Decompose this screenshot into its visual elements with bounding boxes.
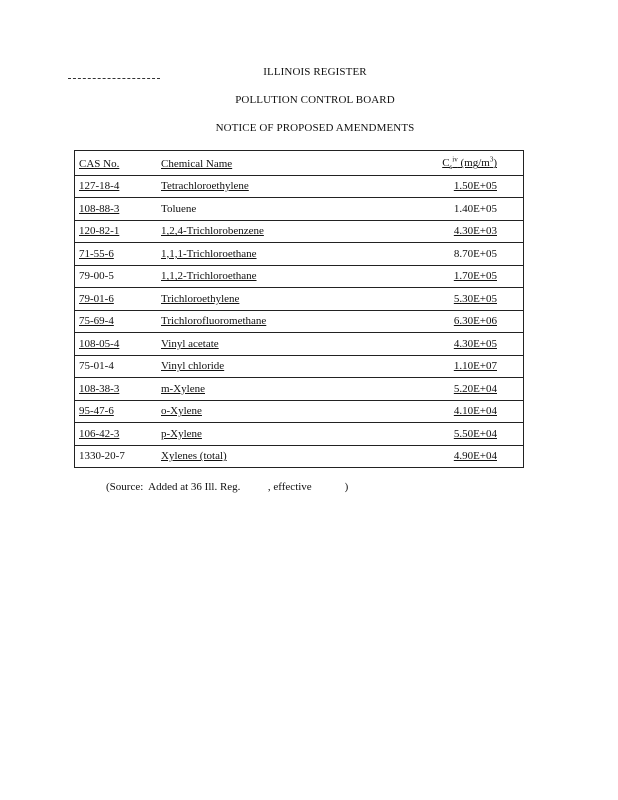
concentration-value: 5.20E+04 bbox=[425, 378, 524, 401]
table-row bbox=[75, 243, 524, 266]
scan-artifact-line bbox=[68, 78, 160, 79]
register-title: ILLINOIS REGISTER bbox=[263, 66, 367, 78]
cas-number: 79-01-6 bbox=[75, 288, 158, 311]
chemical-name: 1,1,2-Trichloroethane bbox=[157, 265, 425, 288]
cas-number: 79-00-5 bbox=[75, 265, 158, 288]
source-note: (Source: Added at 36 Ill. Reg. , effective ) bbox=[106, 481, 349, 493]
cas-number: 1330-20-7 bbox=[75, 445, 158, 468]
board-title: POLLUTION CONTROL BOARD bbox=[235, 94, 395, 106]
chemical-name: Vinyl chloride bbox=[157, 355, 425, 378]
table-row bbox=[75, 355, 524, 378]
column-header-value: $C_s^{iv}$ $(mg/m^3)$ bbox=[425, 151, 524, 176]
column-header-cas: CAS No. bbox=[75, 151, 158, 176]
chemical-name: o-Xylene bbox=[157, 400, 425, 423]
concentration-value: 4.30E+03 bbox=[425, 220, 524, 243]
concentration-value: 5.50E+04 bbox=[425, 423, 524, 446]
concentration-value: 4.90E+04 bbox=[425, 445, 524, 468]
cas-number: 108-05-4 bbox=[75, 333, 158, 356]
concentration-value: 6.30E+06 bbox=[425, 310, 524, 333]
chemical-name: Trichloroethylene bbox=[157, 288, 425, 311]
table-row bbox=[75, 445, 524, 468]
chemical-name: m-Xylene bbox=[157, 378, 425, 401]
cas-number: 108-38-3 bbox=[75, 378, 158, 401]
chemical-name: 1,2,4-Trichlorobenzene bbox=[157, 220, 425, 243]
table-row bbox=[75, 198, 524, 221]
cas-number: 108-88-3 bbox=[75, 198, 158, 221]
concentration-value: 1.70E+05 bbox=[425, 265, 524, 288]
concentration-value: 5.30E+05 bbox=[425, 288, 524, 311]
table-row bbox=[75, 175, 524, 198]
table-row bbox=[75, 220, 524, 243]
cas-number: 106-42-3 bbox=[75, 423, 158, 446]
concentration-value: 8.70E+05 bbox=[425, 243, 524, 266]
chemical-name: Tetrachloroethylene bbox=[157, 175, 425, 198]
concentration-value: 1.50E+05 bbox=[425, 175, 524, 198]
table-row bbox=[75, 265, 524, 288]
cas-number: 127-18-4 bbox=[75, 175, 158, 198]
concentration-value: 1.10E+07 bbox=[425, 355, 524, 378]
cas-number: 95-47-6 bbox=[75, 400, 158, 423]
table-row bbox=[75, 400, 524, 423]
chemical-name: 1,1,1-Trichloroethane bbox=[157, 243, 425, 266]
chemical-name: p-Xylene bbox=[157, 423, 425, 446]
chemical-name: Trichlorofluoromethane bbox=[157, 310, 425, 333]
table-row bbox=[75, 310, 524, 333]
cas-number: 71-55-6 bbox=[75, 243, 158, 266]
cas-number: 75-69-4 bbox=[75, 310, 158, 333]
table-row bbox=[75, 333, 524, 356]
table-row bbox=[75, 288, 524, 311]
cas-number: 120-82-1 bbox=[75, 220, 158, 243]
notice-title: NOTICE OF PROPOSED AMENDMENTS bbox=[215, 122, 415, 134]
cas-number: 75-01-4 bbox=[75, 355, 158, 378]
table-row bbox=[75, 423, 524, 446]
chemical-name: Vinyl acetate bbox=[157, 333, 425, 356]
concentration-value: 4.10E+04 bbox=[425, 400, 524, 423]
table-header-row bbox=[75, 151, 524, 176]
table-row bbox=[75, 378, 524, 401]
column-header-name: Chemical Name bbox=[157, 151, 425, 176]
chemical-name: Xylenes (total) bbox=[157, 445, 425, 468]
concentration-value: 4.30E+05 bbox=[425, 333, 524, 356]
chemical-table bbox=[74, 150, 524, 468]
concentration-value: 1.40E+05 bbox=[425, 198, 524, 221]
chemical-name: Toluene bbox=[157, 198, 425, 221]
